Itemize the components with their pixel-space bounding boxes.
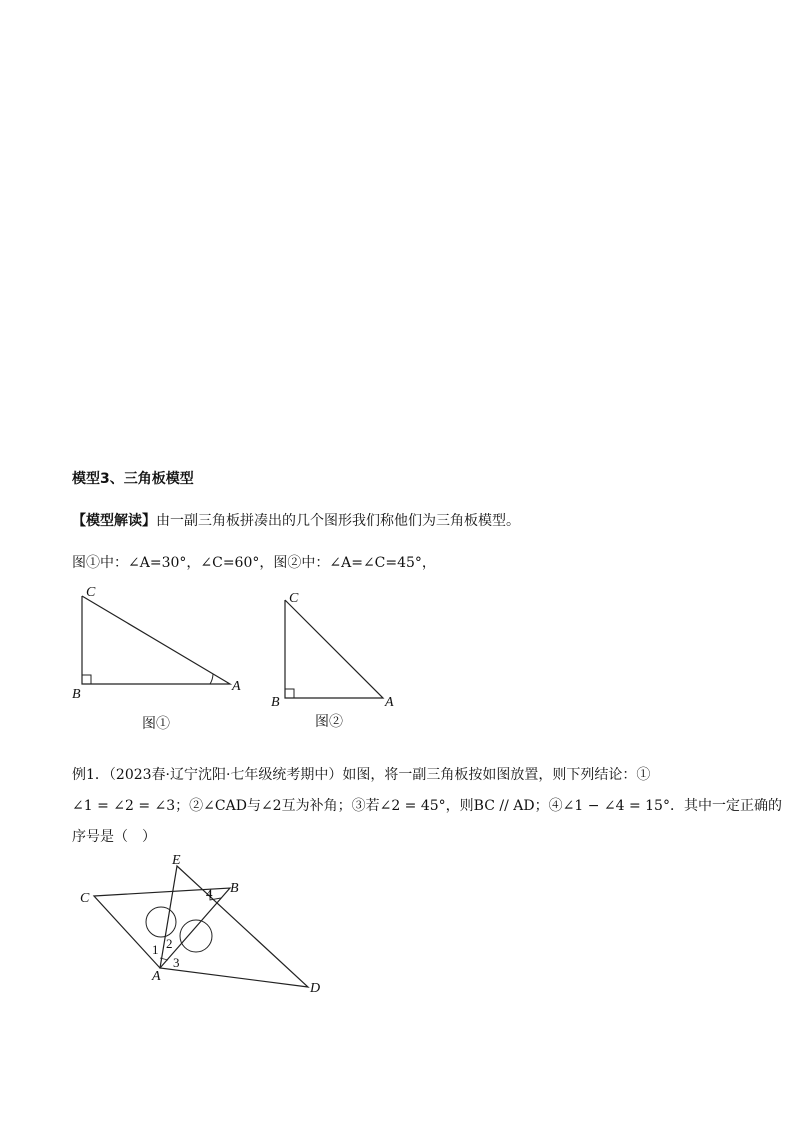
label-b: B <box>271 695 280 710</box>
label-a: A <box>232 679 241 694</box>
figure-2 <box>265 584 415 740</box>
angles-text: 图①中：∠A=30°，∠C=60°，图②中：∠A=∠C=45°， <box>72 555 436 571</box>
figure-3 <box>70 850 350 1000</box>
right-angle-mark <box>82 675 91 684</box>
label-angle-3: 3 <box>173 955 180 970</box>
label-c: C <box>86 585 96 600</box>
label-angle-2: 2 <box>166 936 173 951</box>
example-line-2: ∠1 = ∠2 = ∠3；②∠CAD与∠2互为补角；③若∠2 = 45°，则BC // AD；④∠1 − ∠4 = 15°．其中一定正确的 <box>72 798 782 814</box>
label-angle-4: 4 <box>206 886 213 901</box>
section-title: 模型3、三角板模型 <box>72 471 194 487</box>
model-intro <box>72 510 520 530</box>
circle-hole-2 <box>180 920 212 952</box>
example-line-1: 例1．（2023春·辽宁沈阳·七年级统考期中）如图，将一副三角板按如图放置，则下列结论：① <box>72 767 651 783</box>
label-b: B <box>72 687 81 702</box>
label-e: E <box>172 853 181 868</box>
triangle-1 <box>82 596 230 684</box>
circle-hole-1 <box>146 907 176 937</box>
figure-2-caption: 图② <box>315 715 343 730</box>
label-c: C <box>80 891 90 906</box>
label-a: A <box>152 969 161 984</box>
intro-label: 【模型解读】 <box>72 513 156 529</box>
angle-arc <box>210 674 213 684</box>
figure-1-caption: 图① <box>142 717 170 732</box>
label-c: C <box>289 591 299 606</box>
label-b: B <box>230 881 239 896</box>
label-angle-1: 1 <box>152 942 159 957</box>
label-d: D <box>310 981 321 996</box>
right-angle-mark <box>285 689 294 698</box>
label-a: A <box>385 695 394 710</box>
intro-text: 由一副三角板拼凑出的几个图形我们称他们为三角板模型。 <box>156 513 520 529</box>
figure-1 <box>60 580 260 740</box>
triangle-2 <box>285 600 383 698</box>
example-line-3: 序号是（ ） <box>72 829 156 845</box>
